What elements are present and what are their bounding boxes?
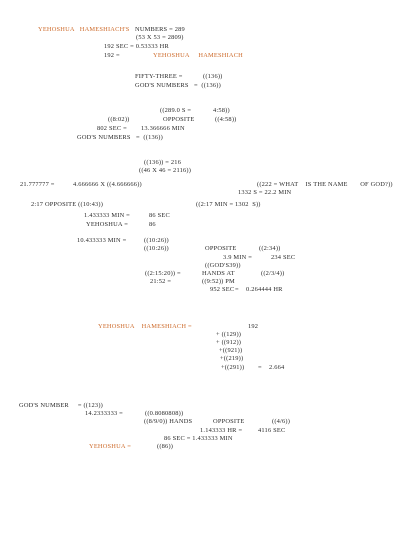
text-line: ((2:34)) — [259, 245, 281, 252]
text-line: GOD'S NUMBER = ((123)) — [19, 402, 103, 409]
text-line: 4.666666 X ((4.666666)) — [73, 181, 142, 188]
text-line: ((2:15:20)) = — [145, 270, 181, 277]
text-line: 13.366666 MIN — [141, 125, 185, 132]
text-line: 86 SEC = 1.433333 MIN — [164, 435, 233, 442]
text-line: ((2:17 MIN = 1302 S)) — [196, 201, 261, 208]
text-line: ((289.0 S = — [160, 107, 192, 114]
text-line: 234 SEC — [271, 254, 296, 261]
text-line: YEHOSHUA = — [86, 221, 128, 228]
text-line: ((9:52)) PM — [202, 278, 235, 285]
text-line: +((921)) — [219, 347, 243, 354]
text-line: 2:17 OPPOSITE ((10:43)) — [31, 201, 104, 208]
text-line: ((46 X 46 = 2116)) — [139, 167, 192, 174]
text-line: 3.9 MIN = — [223, 254, 253, 261]
text-line: +((219)) — [220, 355, 244, 362]
text-line: ((0.8080808)) — [145, 410, 184, 417]
highlighted-text-line: YEHOSHUA HAMESHIACH — [153, 52, 243, 59]
text-line: OPPOSITE — [163, 116, 195, 123]
text-line: 21:52 = — [150, 278, 172, 285]
text-line: 802 SEC = — [97, 125, 127, 132]
text-line: ((222 = WHAT IS THE NAME OF GOD?)) — [257, 181, 393, 188]
text-line: ((86)) — [157, 443, 174, 450]
text-line: 1.143333 HR = — [200, 427, 243, 434]
highlighted-text-line: YEHOSHUA = — [89, 443, 131, 450]
text-line: GOD'S NUMBERS = ((136)) — [135, 82, 221, 89]
text-line: HANDS AT — [202, 270, 235, 277]
text-line: 14.2333333 = — [85, 410, 123, 417]
text-line: ((8:02)) — [108, 116, 130, 123]
text-line: 192 — [248, 323, 259, 330]
text-line: 10.433333 MIN = — [77, 237, 127, 244]
text-line: 192 = — [104, 52, 120, 59]
text-line: ((2/3/4)) — [261, 270, 285, 277]
text-line: ((4/6)) — [272, 418, 291, 425]
text-line: +((291)) — [221, 364, 245, 371]
text-line: 4116 SEC — [258, 427, 286, 434]
highlighted-text-line: YEHOSHUA HAMESHIACH'S — [38, 26, 130, 33]
text-line: NUMBERS = 289 — [135, 26, 185, 33]
text-line: 86 — [149, 221, 156, 228]
text-line: + ((129)) — [216, 331, 242, 338]
highlighted-text-line: YEHOSHUA HAMESHIACH = — [98, 323, 192, 330]
text-line: GOD'S NUMBERS = ((136)) — [77, 134, 163, 141]
text-line: ((10:26)) — [144, 237, 169, 244]
text-line: 1332 S = 22.2 MIN — [238, 189, 292, 196]
text-line: 4:58)) — [213, 107, 230, 114]
text-line: ((136)) = 216 — [144, 159, 182, 166]
text-line: + ((912)) — [216, 339, 242, 346]
text-line: ((GOD'S39)) — [205, 262, 241, 269]
text-line: OPPOSITE — [213, 418, 245, 425]
text-line: 1.433333 MIN = — [84, 212, 130, 219]
text-line: ((4:58)) — [215, 116, 237, 123]
text-line: 86 SEC — [149, 212, 170, 219]
text-line: = 0.264444 HR — [235, 286, 283, 293]
text-line: 21.777777 = — [20, 181, 55, 188]
text-line: 952 SEC — [210, 286, 235, 293]
text-line: ((10:26)) — [144, 245, 169, 252]
text-line: FIFTY-THREE = — [135, 73, 183, 80]
text-line: ((136)) — [203, 73, 223, 80]
text-line: OPPOSITE — [205, 245, 237, 252]
text-line: = 2.664 — [258, 364, 285, 371]
text-line: (53 X 53 = 2809) — [136, 34, 184, 41]
text-line: ((8/9/0)) HANDS — [144, 418, 193, 425]
text-line: 192 SEC = 0.53333 HR — [104, 43, 169, 50]
